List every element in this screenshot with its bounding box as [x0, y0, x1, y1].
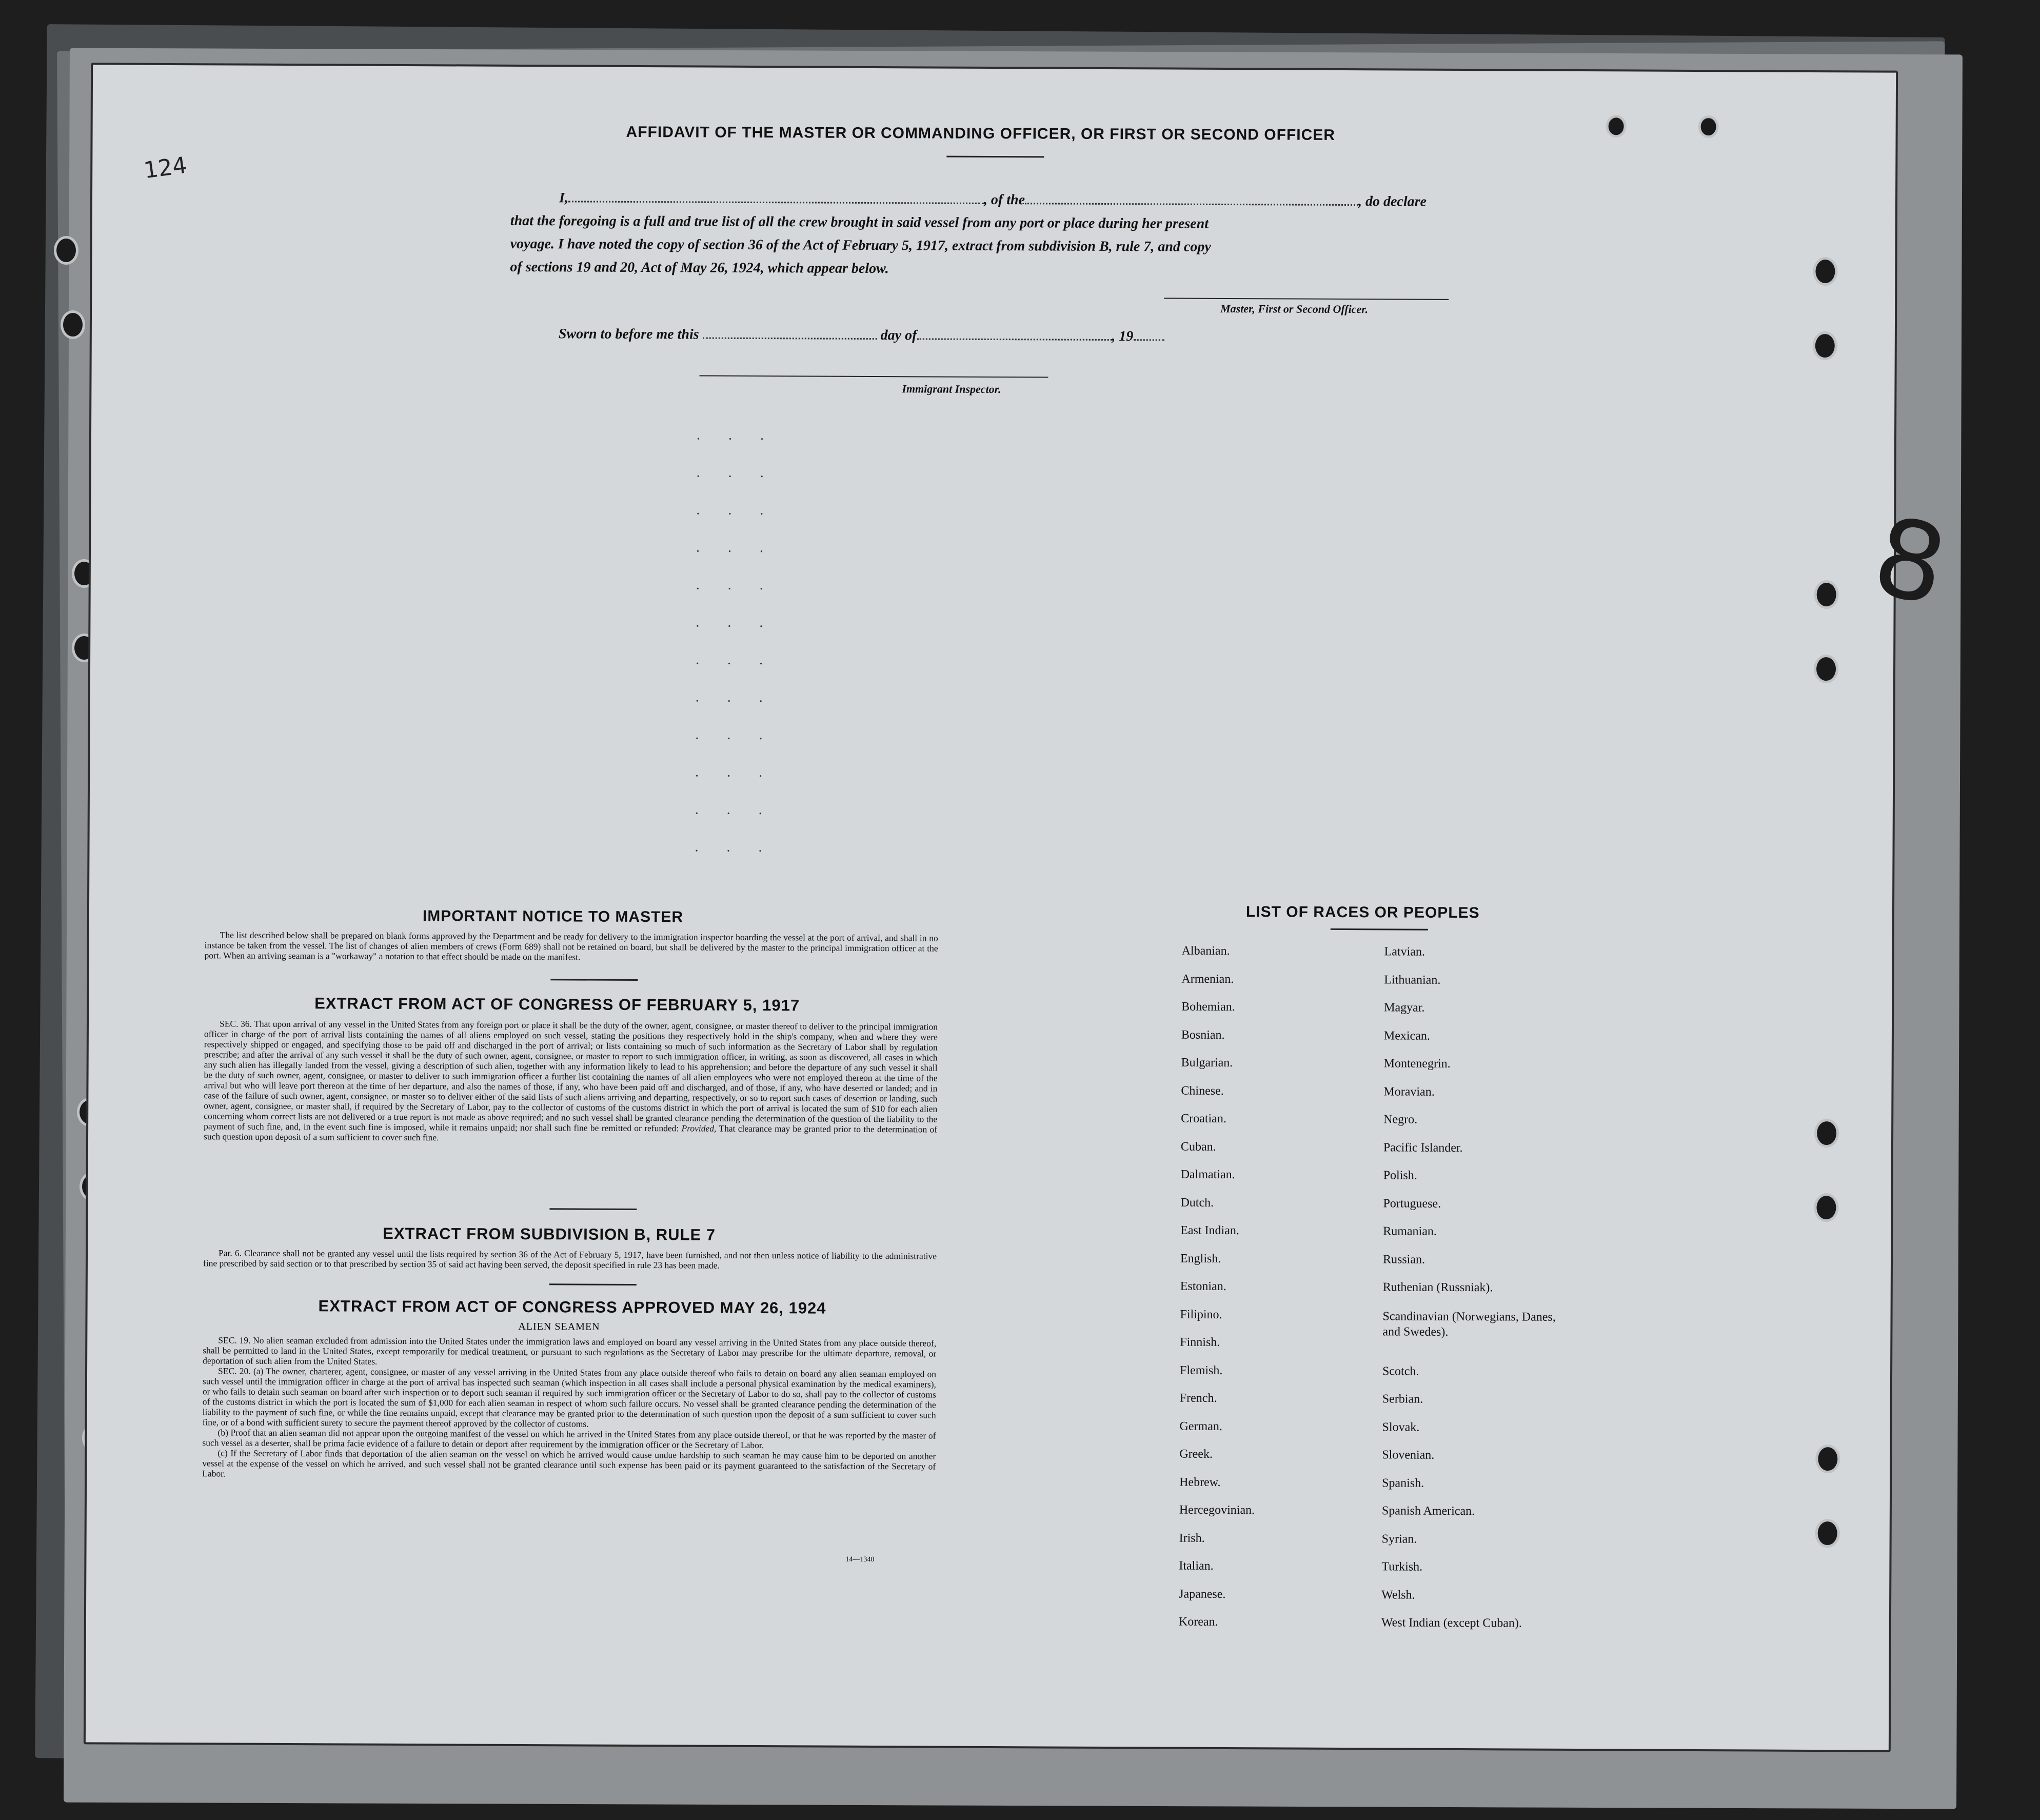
race-item: Montenegrin. — [1383, 1057, 1451, 1071]
race-item: Negro. — [1383, 1113, 1418, 1126]
race-item: Croatian. — [1181, 1112, 1226, 1126]
race-item: Lithuanian. — [1384, 973, 1441, 987]
race-item: German. — [1179, 1419, 1222, 1433]
race-item: Italian. — [1179, 1559, 1214, 1573]
extract-1917-text: SEC. 36. That upon arrival of any vessel in the United States from any foreign port or place it shall be the duty of the owner, agent, consignee, or master thereof to deliver to the principal immigration officer in charge of the port of arrival lists containing the names of all aliens employed on such vessel, stating the positions they respectively hold in the ship's company, when and where they were respectively shipped or engaged, and specifying those to be paid off and discharged in the port of arrival; or lists containing so much of such information as the Secretary of Labor shall by regulation prescribe; and after the arrival of any such vessel it shall be the duty of such owner, agent, consignee, or master to report to such immigration officer, in writing, as soon as discovered, all cases in which any such alien has illegally landed from the vessel, giving a description of such alien, together with any information likely to lead to his apprehension; and before the departure of any such vessel it shall be the duty of such owner, agent, consignee, or master to deliver to such immigration officer a further list containing the names of all alien employees who were not employed thereon at the time of the arrival but who will leave port thereon at the time of her departure, and also the names of those, if any, who have been paid off and discharged, and of those, if any, who have deserted or landed; and in case of the failure of such owner, agent, consignee, or master so to deliver either of the said lists of such aliens arriving and departing, respectively, or so to report such cases of desertion or landing, such owner, agent, consignee, or master shall, if required by the Secretary of Labor, pay to the collector of customs of the customs district in which the port of arrival is located the sum of $10 for each alien concerning whom correct lists are not delivered or a true report is not made as above required; and no such vessel shall be granted clearance pending the determination of the question of the liability to the payment of such fine, and, in the event such fine is imposed, while it remains unpaid; nor shall such fine be remitted or refunded: Provided, That clearance may be granted prior to the determination of such question upon deposit of a sum sufficient to cover such fine. — [203, 1018, 938, 1143]
leader-dots: . . . . . . . . . . . . . . . . . . . . . . . . . . . . . . . . . . . . — [695, 427, 777, 856]
race-item: Slovak. — [1382, 1420, 1420, 1434]
affidavit-title: AFFIDAVIT OF THE MASTER OR COMMANDING OFFICER, OR FIRST OR SECOND OFFICER — [626, 123, 1336, 144]
signature-line[interactable] — [1164, 298, 1449, 300]
inspector-label: Immigrant Inspector. — [902, 382, 1001, 396]
handwritten-margin-number: 124 — [142, 152, 189, 184]
binder-hole-icon — [1814, 580, 1839, 609]
race-item: Scandinavian (Norwegians, Danes, and Swedes). — [1382, 1309, 1556, 1339]
race-item: Japanese. — [1179, 1587, 1226, 1601]
race-item: Welsh. — [1381, 1588, 1415, 1602]
binder-hole-icon — [1814, 655, 1838, 683]
race-item: Finnish. — [1180, 1335, 1220, 1349]
race-item: Spanish. — [1382, 1476, 1424, 1490]
section-rule — [549, 1283, 637, 1285]
race-item: Hebrew. — [1179, 1475, 1221, 1489]
race-item: Hercegovinian. — [1179, 1503, 1255, 1517]
race-item: Spanish American. — [1381, 1504, 1475, 1518]
rule7-text: Par. 6. Clearance shall not be granted any vessel until the lists required by section 36 of the Act of February 5, 1917, have been furnished, and not then unless notice of liability to the administrative fine prescribed by said section or to that prescribed by section 35 of said act having been served, the deposit specified in rule 23 has been made. — [203, 1248, 937, 1271]
notice-title: IMPORTANT NOTICE TO MASTER — [422, 907, 684, 926]
inspector-line[interactable] — [700, 375, 1048, 378]
race-item: Greek. — [1179, 1447, 1213, 1461]
race-item: Bulgarian. — [1181, 1056, 1233, 1070]
race-item: Serbian. — [1382, 1392, 1423, 1406]
sworn-month-field[interactable] — [917, 338, 1112, 341]
binder-hole-icon — [1815, 1519, 1840, 1548]
binder-hole-icon — [1813, 331, 1837, 360]
vessel-field[interactable] — [1025, 203, 1358, 206]
notice-text: The list described below shall be prepared on blank forms approved by the Department and be ready for delivery to the immigration inspector boarding the vessel at the port of arrival, and shall in no instance be taken from the vessel. The list of changes of alien members of crews (Form 689) shall not be retained on board, but shall be delivered by the master to the principal immigration officer at the port. When an arriving seaman is a "workaway" a notation to that effect should be made on the manifest. — [204, 929, 938, 962]
race-item: Portuguese. — [1383, 1196, 1441, 1211]
race-item: Ruthenian (Russniak). — [1382, 1280, 1493, 1295]
affidavit-line2: that the foregoing is a full and true list of all the crew brought in said vessel from any port or place during her present — [510, 212, 1209, 232]
binder-hole-icon — [1813, 257, 1837, 286]
race-item: Filipino. — [1180, 1308, 1222, 1321]
race-item: Slovenian. — [1382, 1448, 1435, 1462]
race-item: Korean. — [1178, 1615, 1218, 1629]
race-item: Dutch. — [1180, 1196, 1214, 1210]
affidavit-line4: of sections 19 and 20, Act of May 26, 1924, which appear below. — [510, 259, 889, 277]
race-item: East Indian. — [1180, 1223, 1239, 1238]
affidavit-line3: voyage. I have noted the copy of section 36 of the Act of February 5, 1917, extract from subdivision B, rule 7, and copy — [510, 235, 1211, 255]
race-item: Estonian. — [1180, 1279, 1226, 1294]
race-item: Irish. — [1179, 1531, 1205, 1545]
signature-label: Master, First or Second Officer. — [1220, 302, 1369, 316]
binder-hole-icon — [1815, 1445, 1840, 1473]
race-item: Chinese. — [1181, 1084, 1224, 1098]
race-item: West Indian (except Cuban). — [1381, 1616, 1522, 1630]
binder-hole-icon — [1814, 1119, 1839, 1148]
binder-hole-icon — [61, 310, 85, 339]
race-item: Cuban. — [1180, 1140, 1216, 1154]
race-item: Polish. — [1383, 1169, 1417, 1182]
race-item: Rumanian. — [1383, 1224, 1437, 1238]
race-item: English. — [1180, 1252, 1221, 1265]
race-item: Bohemian. — [1181, 1000, 1235, 1014]
race-item: Magyar. — [1384, 1001, 1425, 1015]
race-item: Dalmatian. — [1180, 1168, 1235, 1182]
race-item: Flemish. — [1180, 1363, 1223, 1377]
races-column-1 — [1179, 944, 1257, 1644]
affidavit-line1: I, , of the , do declare — [559, 190, 1427, 210]
race-item: Russian. — [1382, 1252, 1425, 1267]
race-item: Turkish. — [1381, 1560, 1423, 1574]
race-item: Scotch. — [1382, 1364, 1419, 1378]
handwritten-page-number: 8 — [1863, 492, 1957, 630]
alien-seamen-subtitle: ALIEN SEAMEN — [518, 1320, 600, 1333]
race-item: French. — [1179, 1391, 1217, 1405]
name-field[interactable] — [568, 201, 984, 204]
sworn-year-field[interactable] — [1133, 339, 1164, 341]
binder-hole-icon — [1698, 115, 1719, 138]
binder-hole-icon — [1606, 115, 1627, 137]
extract-1917-title: EXTRACT FROM ACT OF CONGRESS OF FEBRUARY 5, 1917 — [314, 994, 800, 1015]
race-item: Albanian. — [1181, 944, 1230, 958]
races-rule — [1331, 928, 1428, 931]
binder-hole-icon — [54, 236, 78, 265]
extract-1924-text: SEC. 19. No alien seaman excluded from admission into the United States under the immigration laws and employed on board any vessel arriving in the United States from any place outside thereof, shall be permitted to land in the United States, except temporarily for medical treatment, or pursuant to such regulations as the Secretary of Labor may prescribe for the ultimate departure, removal, or deportation of such alien from the United States. SEC. 20. (a) The owner, charterer, agent, consignee, or master of any vessel arriving in the United States from any place outside thereof who fails to detain on board any alien seaman employed on such vessel until the immigration officer in charge at the port of arrival has inspected such seaman (which inspection in all cases shall include a personal physical examination by the medical examiners), or who fails to detain such seaman on board after such inspection or to deport such seaman if required by such immigration officer or the Secretary of Labor to do so, shall pay to the collector of customs of the customs district in which the port is located the sum of $1,000 for each alien seaman in respect of whom such failure occurs. No vessel shall be granted clearance pending the determination of the liability to the payment of such fine, or while the fine remains unpaid, except that clearance may be granted prior to the determination of such question upon the deposit of a sum sufficient to cover such fine, or of a bond with sufficient surety to secure the payment thereof approved by the collector of customs. (b) Proof that an alien seaman did not appear upon the outgoing manifest of the vessel on which he arrived in the United States from any place outside thereof, or that he was reported by the master of such vessel as a deserter, shall be prima facie evidence of a failure to detain or deport after requirement by the immigration officer or the Secretary of Labor. (c) If the Secretary of Labor finds that deportation of the alien seaman on the vessel on which he arrived would cause undue hardship to such seaman he may cause him to be deported on another vessel at the expense of the vessel on which he arrived, and such vessel shall not be granted clearance until such expense has been paid or its payment guaranteed to the satisfaction of the Secretary of Labor. — [202, 1335, 937, 1479]
form-number: 14—1340 — [845, 1555, 875, 1564]
race-item: Bosnian. — [1181, 1028, 1225, 1042]
section-rule — [549, 1208, 637, 1210]
sworn-line: Sworn to before me this day of , 19 — [559, 326, 1164, 345]
race-item: Moravian. — [1383, 1084, 1435, 1099]
race-item: Latvian. — [1384, 945, 1425, 959]
sworn-day-field[interactable] — [703, 338, 877, 340]
race-item: Mexican. — [1383, 1028, 1430, 1043]
extract-1924-title: EXTRACT FROM ACT OF CONGRESS APPROVED MAY 26, 1924 — [318, 1297, 826, 1317]
race-item: Syrian. — [1381, 1532, 1417, 1546]
form-page — [84, 63, 1957, 1752]
rule7-title: EXTRACT FROM SUBDIVISION B, RULE 7 — [383, 1224, 716, 1244]
races-column-2 — [1381, 945, 1574, 1645]
title-rule — [946, 156, 1044, 158]
race-item: Pacific Islander. — [1383, 1140, 1463, 1155]
binder-hole-icon — [1814, 1193, 1838, 1222]
race-item: Armenian. — [1181, 972, 1234, 986]
section-rule — [550, 979, 638, 981]
races-title: LIST OF RACES OR PEOPLES — [1245, 903, 1480, 922]
